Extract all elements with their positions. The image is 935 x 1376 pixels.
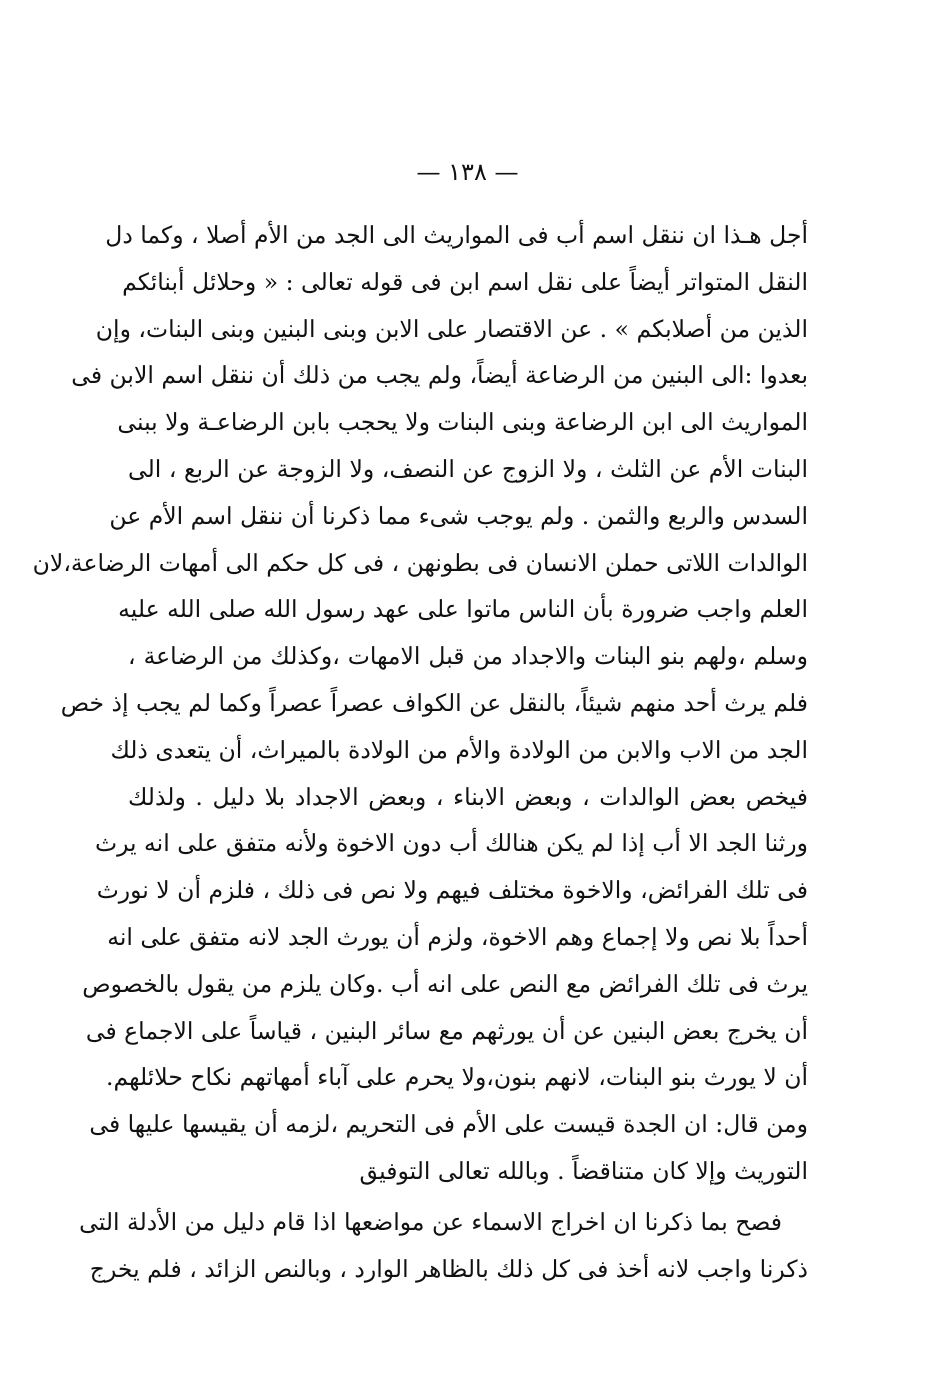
text-line: يرث فى تلك الفرائض مع النص على انه أب .وكان يلزم من يقول بالخصوص [82, 969, 808, 998]
text-line: التوريث وإلا كان متناقضاً . وبالله تعالى التوفيق [359, 1156, 808, 1185]
text-line: فصح بما ذكرنا ان اخراج الاسماء عن مواضعها اذا قام دليل من الأدلة التى [79, 1207, 782, 1236]
text-line: السدس والربع والثمن . ولم يوجب شىء مما ذكرنا أن ننقل اسم الأم عن [109, 501, 808, 530]
text-line: الجد من الاب والابن من الولادة والأم من الولادة بالميراث، أن يتعدى ذلك [110, 735, 808, 764]
text-line: ذكرنا واجب لانه أخذ فى كل ذلك بالظاهر الوارد ، وبالنص الزائد ، فلم يخرج [89, 1254, 808, 1283]
text-line: أن يخرج بعض البنين عن أن يورثهم مع سائر البنين ، قياساً على الاجماع فى [85, 1016, 808, 1045]
text-line: فلم يرث أحد منهم شيئاً، بالنقل عن الكواف عصراً عصراً وكما لم يجب إذ خص [60, 688, 808, 717]
text-line: الوالدات اللاتى حملن الانسان فى بطونهن ، فى كل حكم الى أمهات الرضاعة،لان [32, 548, 808, 577]
text-line: النقل المتواتر أيضاً على نقل اسم ابن فى قوله تعالى : « وحلائل أبنائكم [122, 267, 808, 296]
text-line: وسلم ،ولهم بنو البنات والاجداد من قبل الامهات ،وكذلك من الرضاعة ، [128, 642, 808, 671]
page-number: — ١٣٨ — [416, 158, 519, 186]
text-line: أحداً بلا نص ولا إجماع وهم الاخوة، ولزم أن يورث الجد لانه متفق على انه [107, 922, 808, 951]
text-line: البنات الأم عن الثلث ، ولا الزوج عن النصف، ولا الزوجة عن الربع ، الى [128, 454, 808, 483]
text-line: ومن قال: ان الجدة قيست على الأم فى التحريم ،لزمه أن يقيسها عليها فى [89, 1110, 808, 1139]
text-line: أن لا يورث بنو البنات، لانهم بنون،ولا يحرم على آباء أمهاتهم نكاح حلائلهم. [106, 1063, 808, 1092]
body-text [32, 212, 808, 1292]
text-line: فى تلك الفرائض، والاخوة مختلف فيهم ولا نص فى ذلك ، فلزم أن لا نورث [96, 876, 808, 905]
text-line: الذين من أصلابكم » . عن الاقتصار على الابن وبنى البنين وبنى البنات، وإن [95, 314, 808, 343]
text-line: فيخص بعض الوالدات ، وبعض الابناء ، وبعض الاجداد بلا دليل . ولذلك [128, 782, 808, 811]
text-line: المواريث الى ابن الرضاعة وبنى البنات ولا يحجب بابن الرضاعـة ولا ببنى [117, 408, 808, 437]
text-line: أجل هـذا ان ننقل اسم أب فى المواريث الى الجد من الأم أصلا ، وكما دل [105, 221, 808, 249]
text-line: العلم واجب ضرورة بأن الناس ماتوا على عهد رسول الله صلى الله عليه [118, 595, 808, 624]
text-line: بعدوا :الى البنين من الرضاعة أيضاً، ولم يجب من ذلك أن ننقل اسم الابن فى [71, 361, 808, 390]
text-line: ورثنا الجد الا أب إذا لم يكن هنالك أب دون الاخوة ولأنه متفق على انه يرث [94, 829, 808, 858]
